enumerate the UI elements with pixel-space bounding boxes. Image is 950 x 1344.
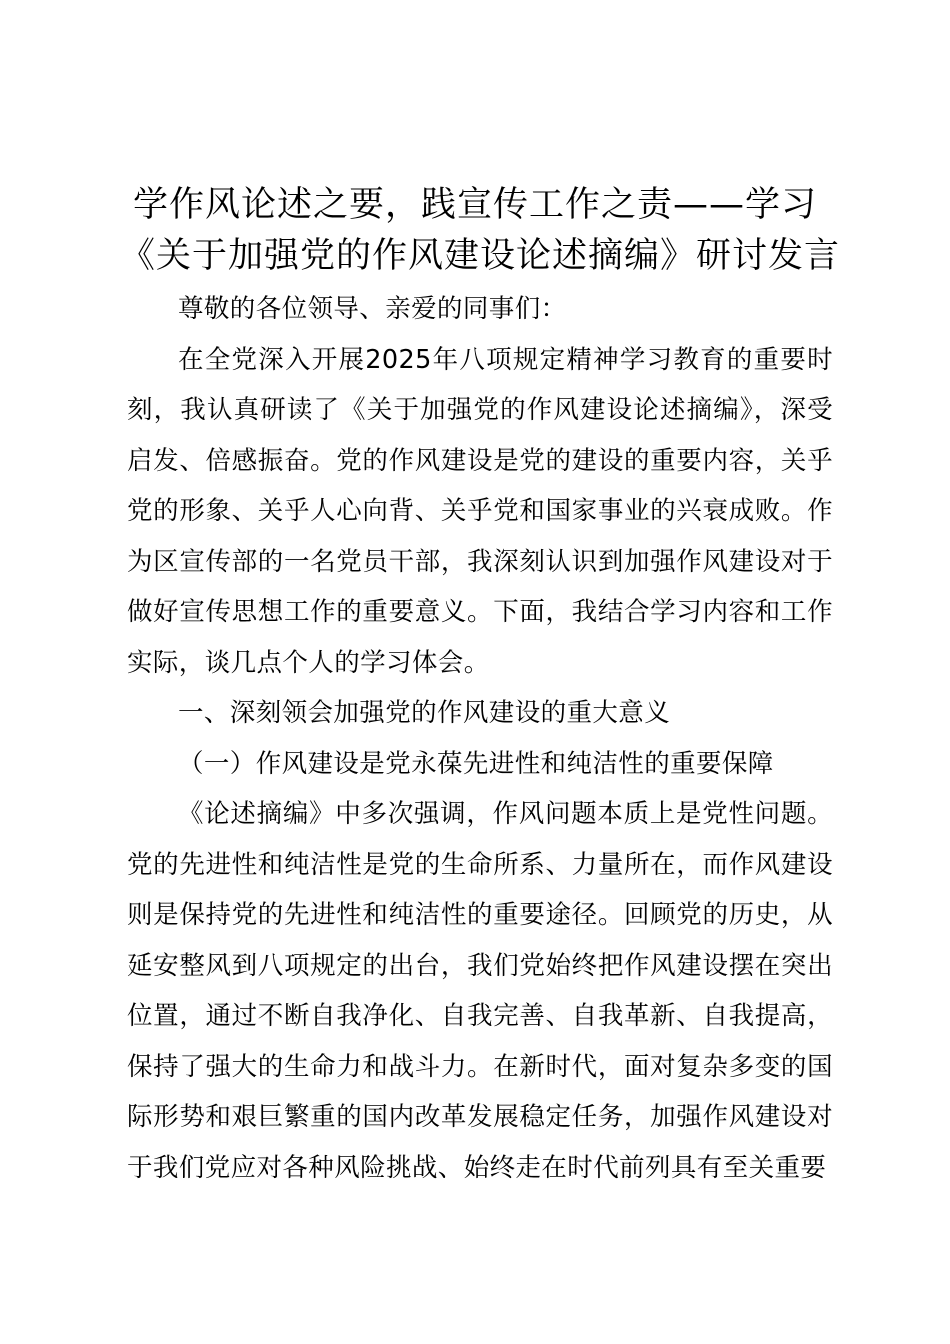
document-title-line-1: 学作风论述之要，践宣传工作之责——学习 <box>132 185 817 225</box>
salutation: 尊敬的各位领导、亲爱的同事们： <box>178 294 567 324</box>
intro-paragraph: 在全党深入开展2025年八项规定精神学习教育的重要时刻，我认真研读了《关于加强党的作风建设论述摘编》，深受启发、倍感振奋。党的作风建设是党的建设的重要内容，关乎党的形象、关乎人心向背、关乎党和国家事业的兴衰成败。作为区宣传部的一名党员干部，我深刻认识到加强作风建设对于做好宣传思想工作的重要意义。下面，我结合学习内容和工作实际，谈几点个人的学习体会。 <box>127 344 833 678</box>
document-body <box>127 284 833 1193</box>
document-title-line-2: 《关于加强党的作风建设论述摘编》研讨发言 <box>120 236 841 276</box>
subsection-heading-1: （一）作风建设是党永葆先进性和纯洁性的重要保障 <box>178 748 774 779</box>
section-heading-1: 一、深刻领会加强党的作风建设的重大意义 <box>178 698 671 728</box>
subsection-paragraph-1: 《论述摘编》中多次强调，作风问题本质上是党性问题。党的先进性和纯洁性是党的生命所系、力量所在，而作风建设则是保持党的先进性和纯洁性的重要途径。回顾党的历史，从延安整风到八项规定的出台，我们党始终把作风建设摆在突出位置，通过不断自我净化、自我完善、自我革新、自我提高，保持了强大的生命力和战斗力。在新时代，面对复杂多变的国际形势和艰巨繁重的国内改革发展稳定任务，加强作风建设对于我们党应对各种风险挑战、始终走在时代前列具有至关重要 <box>127 799 833 1183</box>
